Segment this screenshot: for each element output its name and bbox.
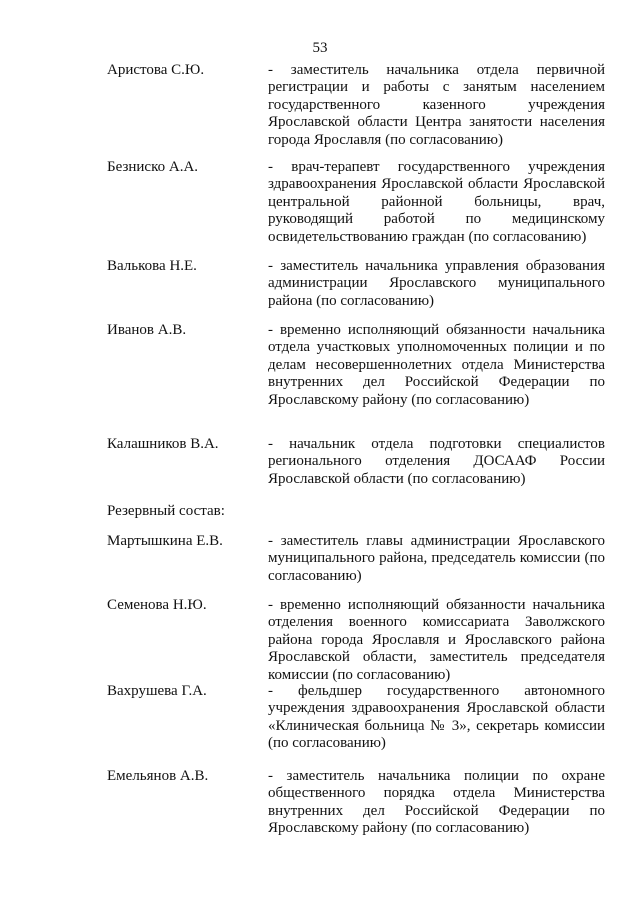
member-description: - временно исполняющий обязанности начальника отделения военного комиссариата Заволжского района города Ярославля и Ярославского района Ярославской области, заместитель председателя комиссии (по согласованию) — [268, 597, 605, 683]
member-name: Вахрушева Г.А. — [107, 683, 207, 699]
member-name: Емельянов А.В. — [107, 768, 209, 784]
page-number: 53 — [312, 40, 328, 56]
member-description: - временно исполняющий обязанности начальника отдела участковых уполномоченных полиции и по делам несовершеннолетних отдела Министерства внутренних дел Российской Федерации по Ярославскому району (по согласованию) — [268, 322, 605, 408]
reserve-heading: Резервный состав: — [107, 503, 225, 519]
member-name: Семенова Н.Ю. — [107, 597, 207, 613]
member-name: Безниско А.А. — [107, 159, 199, 175]
member-description: - врач-терапевт государственного учреждения здравоохранения Ярославской области Ярославской центральной районной больницы, врач, руководящий работой по медицинскому освидетельствованию граждан (по согласованию) — [268, 159, 605, 245]
member-name: Иванов А.В. — [107, 322, 187, 338]
member-name: Мартышкина Е.В. — [107, 533, 223, 549]
member-description: - начальник отдела подготовки специалистов регионального отделения ДОСААФ России Ярославской области (по согласованию) — [268, 436, 605, 487]
member-description: - заместитель главы администрации Ярославского муниципального района, председатель комиссии (по согласованию) — [268, 533, 605, 584]
member-description: - заместитель начальника отдела первичной регистрации и работы с занятым населением государственного казенного учреждения Ярославской области Центра занятости населения города Ярославля (по согласованию) — [268, 62, 605, 148]
member-description: - заместитель начальника полиции по охране общественного порядка отдела Министерства внутренних дел Российской Федерации по Ярославскому району (по согласованию) — [268, 768, 605, 837]
member-description: - заместитель начальника управления образования администрации Ярославского муниципального района (по согласованию) — [268, 258, 605, 309]
member-name: Калашников В.А. — [107, 436, 219, 452]
member-description: - фельдшер государственного автономного учреждения здравоохранения Ярославской области «Клиническая больница № 3», секретарь комиссии (по согласованию) — [268, 683, 605, 752]
member-name: Аристова С.Ю. — [107, 62, 205, 78]
member-name: Валькова Н.Е. — [107, 258, 197, 274]
